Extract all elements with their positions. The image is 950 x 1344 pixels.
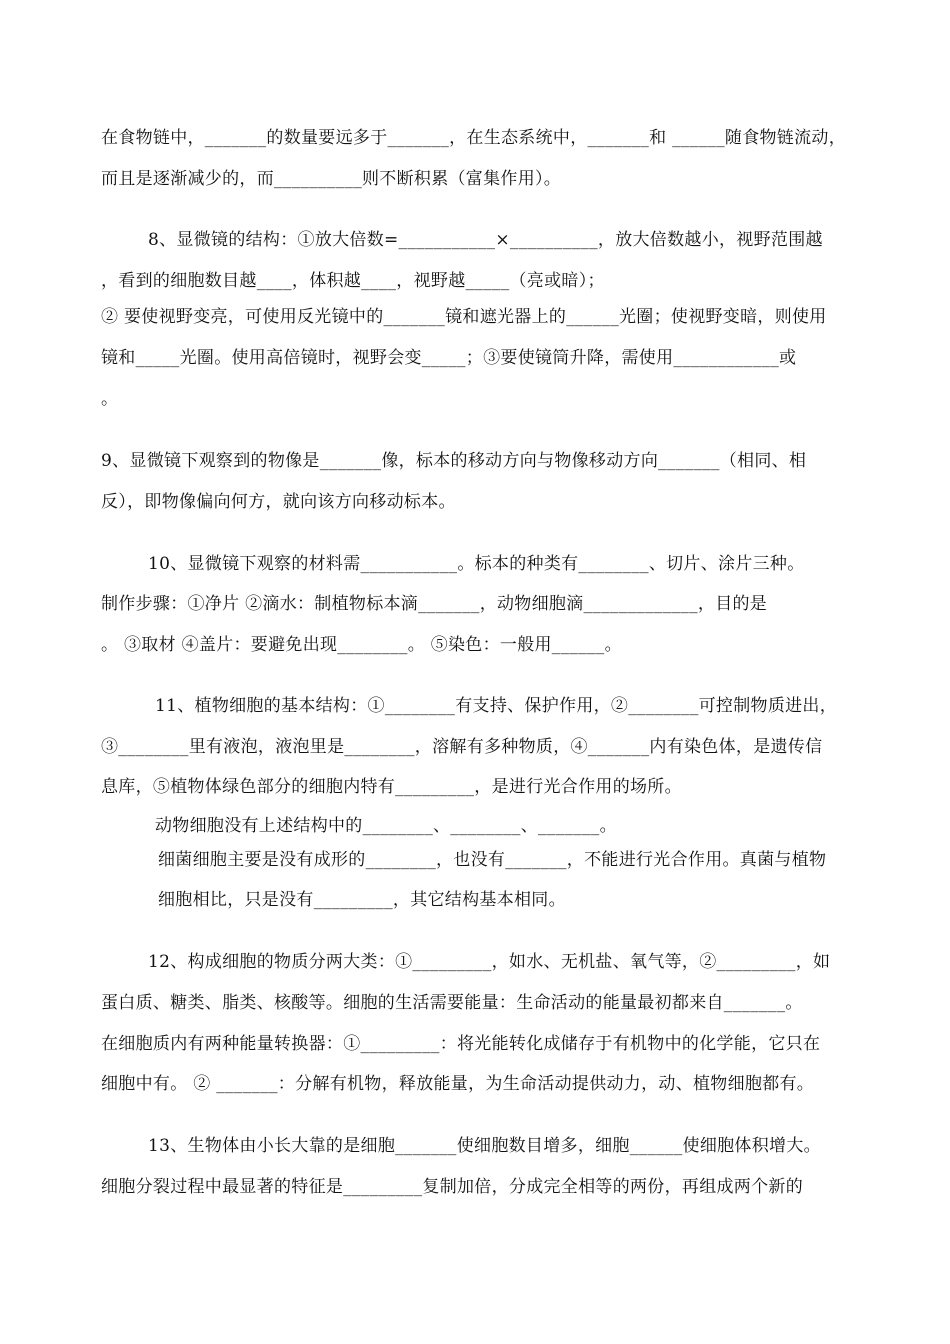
text-line: 在食物链中，_______的数量要远多于_______，在生态系统中，_______和 ______随食物链流动， [101,128,847,148]
text-line: 13、生物体由小长大靠的是细胞_______使细胞数目增多，细胞______使细胞体积增大。 [148,1136,821,1156]
text-line: ，看到的细胞数目越____，体积越____，视野越_____（亮或暗）； [101,271,605,291]
text-line: 10、显微镜下观察的材料需___________。标本的种类有________、切片、涂片三种。 [148,554,805,574]
text-line: 在细胞质内有两种能量转换器：①_________：将光能转化成储存于有机物中的化学能，它只在 [101,1034,821,1054]
text-line: 蛋白质、糖类、脂类、核酸等。细胞的生活需要能量：生命活动的能量最初都来自_______。 [101,993,803,1013]
text-line: 12、构成细胞的物质分两大类：①_________，如水、无机盐、氧气等，②_________，如 [148,952,831,972]
text-line: ③________里有液泡，液泡里是________，溶解有多种物质，④_______内有染色体，是遗传信 [101,737,823,757]
text-line: 制作步骤：①净片 ②滴水：制植物标本滴_______，动物细胞滴_____________，目的是 [101,594,768,614]
text-line: 。 [101,389,119,409]
text-line: 镜和_____光圈。使用高倍镜时，视野会变_____；③要使镜筒升降，需使用____________或 [101,348,797,368]
text-line: 动物细胞没有上述结构中的________、________、_______。 [155,816,617,836]
text-line: 细胞相比，只是没有_________，其它结构基本相同。 [158,890,566,910]
text-line: ② 要使视野变亮，可使用反光镜中的_______镜和遮光器上的______光圈；使视野变暗，则使用 [101,307,827,327]
text-line: 细胞分裂过程中最显著的特征是_________复制加倍，分成完全相等的两份，再组成两个新的 [101,1177,803,1197]
text-line: 9、显微镜下观察到的物像是_______像，标本的移动方向与物像移动方向_______（相同、相 [101,451,807,471]
text-line: 细菌细胞主要是没有成形的________，也没有_______，不能进行光合作用。真菌与植物 [158,850,827,870]
text-line: 细胞中有。 ② _______：分解有机物，释放能量，为生命活动提供动力，动、植物细胞都有。 [101,1074,815,1094]
text-line: 息库，⑤植物体绿色部分的细胞内特有_________，是进行光合作用的场所。 [101,777,682,797]
text-line: 。 ③取材 ④盖片：要避免出现________。 ⑤染色：一般用______。 [101,635,622,655]
text-line: 而且是逐渐减少的，而__________则不断积累（富集作用）。 [101,169,562,189]
text-line: 11、植物细胞的基本结构：①________有支持、保护作用，②________可控制物质进出， [155,696,838,716]
text-line: 8、显微镜的结构：①放大倍数=___________×__________，放大倍数越小，视野范围越 [148,230,823,250]
text-line: 反），即物像偏向何方，就向该方向移动标本。 [101,492,456,512]
